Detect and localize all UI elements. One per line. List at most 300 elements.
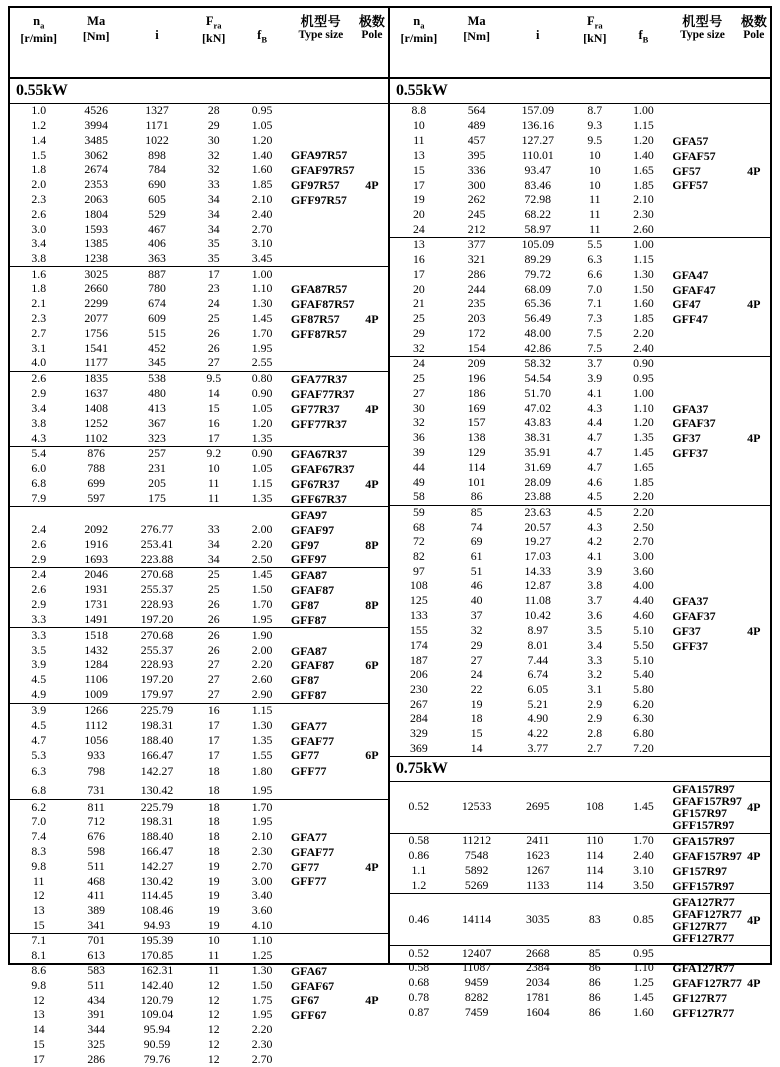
pole-cell-empty	[738, 564, 770, 579]
cell-value: 1916	[84, 536, 108, 551]
cell-value: 3.1	[587, 681, 603, 696]
table-row	[390, 849, 770, 864]
cell-value: 20	[412, 281, 425, 296]
table-row	[10, 1023, 388, 1038]
pole-cell-empty	[356, 119, 388, 134]
cell-value: 2.20	[251, 657, 273, 672]
table-row	[10, 446, 388, 461]
cell-value: 19	[189, 918, 238, 933]
cell-value: 3.2	[587, 667, 603, 682]
cell-value: 2.50	[238, 552, 286, 567]
cell-value: 34	[189, 552, 238, 567]
type-size-name: GFA77R37	[290, 372, 348, 387]
pole-cell-empty	[738, 741, 770, 756]
cell-value: 39	[412, 445, 425, 460]
type-size-name: GFA37	[672, 594, 709, 609]
table-row	[10, 733, 388, 748]
cell-value: 162.31	[140, 962, 174, 977]
type-size-cell-empty	[286, 237, 356, 252]
table-row	[10, 933, 388, 948]
table-row	[390, 104, 770, 119]
table-row	[10, 297, 388, 312]
cell-value: 108	[570, 781, 619, 833]
cell-value: 9.5	[587, 132, 603, 147]
cell-value: 255.37	[140, 642, 174, 657]
cell-value: 24	[390, 222, 448, 237]
cell-value: 6.30	[633, 711, 654, 726]
type-size-name: GFAF87	[290, 583, 335, 598]
cell-value: 4.00	[633, 578, 654, 593]
cell-value: 30	[207, 132, 220, 147]
type-size-label-en: Type size	[680, 29, 725, 42]
cell-value: 1.05	[251, 401, 273, 415]
cell-value: 0.90	[251, 446, 273, 461]
type-size-name: GF37	[672, 431, 701, 446]
table-row	[10, 193, 388, 208]
cell-value: 3062	[84, 147, 108, 162]
pole-cell-empty	[356, 446, 388, 461]
cell-value: 538	[148, 371, 166, 386]
cell-value: 15	[32, 1036, 45, 1051]
cell-value: 1.4	[31, 132, 47, 147]
cell-value: 12	[207, 1022, 220, 1037]
table-row	[390, 833, 770, 848]
type-size-name: GF87R57	[290, 312, 340, 327]
table-row	[10, 904, 388, 919]
cell-value: 1.10	[633, 960, 654, 975]
type-size-name: GFF37	[672, 446, 708, 461]
table-row	[10, 815, 388, 830]
table-row	[10, 703, 388, 718]
cell-value: 2.20	[633, 505, 654, 520]
cell-value: 1.75	[251, 992, 273, 1007]
table-row	[10, 748, 388, 763]
cell-value: 1.35	[238, 492, 286, 507]
pole-cell-empty	[356, 163, 388, 178]
table-row	[10, 537, 388, 552]
pole-cell-empty	[356, 800, 388, 815]
table-row	[10, 104, 388, 119]
header-subscript: B	[261, 34, 268, 45]
cell-value: 43.83	[524, 415, 552, 430]
pole-cell-empty	[738, 253, 770, 268]
cell-value: 26	[207, 340, 220, 355]
pole-cell-empty	[356, 718, 388, 733]
cell-value: 2.20	[251, 536, 273, 551]
cell-value: 1.50	[251, 582, 273, 597]
pole-cell-empty	[738, 461, 770, 476]
cell-value: 5269	[448, 878, 506, 893]
table-row	[10, 800, 388, 815]
type-size-name: GFF77	[290, 764, 327, 779]
cell-value: 344	[87, 1022, 106, 1037]
type-size-name: GFA57	[672, 133, 709, 148]
cell-value: 2674	[84, 162, 108, 177]
cell-value: 798	[87, 764, 106, 779]
type-size-cell-empty	[667, 520, 737, 535]
cell-value: 2.00	[251, 642, 273, 657]
cell-value: 7.9	[10, 492, 67, 507]
cell-value: 1.70	[251, 597, 273, 612]
cell-value: 245	[467, 206, 486, 221]
cell-value: 3.0	[31, 221, 47, 236]
cell-value: 4.9	[10, 688, 67, 703]
cell-value: 325	[87, 1036, 106, 1051]
table-row	[390, 297, 770, 312]
table-row	[390, 401, 770, 416]
pole-label-en: Pole	[361, 29, 383, 42]
table-row	[390, 594, 770, 609]
table-row	[390, 178, 770, 193]
pole-cell-empty	[356, 356, 388, 371]
type-size-name: GFAF127R77	[672, 976, 742, 991]
type-size-name: GFAF37	[672, 416, 716, 431]
pole-cell-empty	[356, 673, 388, 688]
cell-value: 1.5	[31, 147, 47, 162]
cell-value: 86	[588, 975, 601, 990]
pole-cell-empty	[738, 668, 770, 683]
type-size-label-en: Type size	[298, 29, 344, 42]
cell-value: 369	[390, 741, 448, 756]
cell-value: 58.97	[506, 222, 571, 237]
pole-cell: 4P	[365, 993, 379, 1008]
cell-value: 2411	[526, 833, 550, 848]
type-size-cell-empty	[667, 550, 737, 565]
cell-value: 1.15	[633, 118, 654, 133]
cell-value: 72	[412, 534, 425, 549]
cell-value: 8.6	[31, 962, 47, 977]
pole-cell-empty	[356, 237, 388, 252]
cell-value: 5.21	[527, 696, 549, 711]
cell-value: 110.01	[521, 147, 554, 162]
column-header-i	[506, 8, 571, 78]
cell-value: 1.95	[238, 613, 286, 628]
table-row	[10, 658, 388, 673]
cell-value: 166.47	[140, 747, 174, 762]
cell-value: 89.29	[524, 251, 552, 266]
table-row	[390, 357, 770, 372]
table-row	[10, 567, 388, 582]
table-frame	[8, 6, 772, 1066]
cell-value: 175	[125, 492, 189, 507]
type-size-name: GFA77	[290, 829, 327, 844]
type-size-cell-empty	[667, 104, 737, 119]
cell-value: 29	[207, 118, 220, 133]
cell-value: 34	[207, 221, 220, 236]
type-size-name: GFAF127R77	[672, 906, 742, 921]
table-row	[390, 535, 770, 550]
column-header-na	[10, 8, 67, 78]
pole-cell: 4P	[747, 849, 761, 863]
cell-value: 11	[189, 492, 238, 507]
cell-value: 244	[467, 281, 486, 296]
table-row	[10, 148, 388, 163]
cell-value: 1.30	[251, 962, 273, 977]
cell-value: 1.6	[31, 266, 47, 281]
cell-value: 83	[570, 894, 619, 946]
cell-value: 24	[470, 667, 483, 682]
cell-value: 26	[207, 326, 220, 341]
cell-value: 0.78	[408, 990, 430, 1005]
pole-cell-empty	[356, 1008, 388, 1023]
cell-value: 58.32	[524, 356, 552, 371]
right-spec-table	[390, 8, 770, 1020]
table-row	[10, 1037, 388, 1052]
pole-cell-empty	[738, 638, 770, 653]
cell-value: 511	[87, 977, 105, 992]
pole-cell-empty	[356, 933, 388, 948]
cell-value: 1.45	[619, 781, 667, 833]
cell-value: 2.30	[251, 843, 273, 858]
header-unit: [kN]	[202, 30, 226, 45]
cell-value: 32	[207, 162, 220, 177]
cell-value: 1693	[67, 552, 124, 567]
type-size-name: GFF77R37	[290, 416, 347, 431]
cell-value: 223.88	[125, 552, 189, 567]
header-symbol: $f_B$	[638, 28, 649, 45]
cell-value: 511	[87, 858, 105, 873]
cell-value: 5.5	[587, 237, 603, 252]
cell-value: 169	[467, 400, 486, 415]
cell-value: 389	[87, 903, 106, 918]
cell-value: 1.40	[251, 147, 273, 162]
type-size-name: GFA87	[290, 568, 327, 583]
cell-value: 114	[570, 878, 619, 893]
cell-value: 1.30	[633, 266, 654, 281]
cell-value: 12	[207, 977, 220, 992]
type-size-name: GF87	[290, 598, 320, 613]
cell-value: 14	[32, 1022, 45, 1037]
table-row	[10, 889, 388, 904]
type-size-name: GFA157R97	[672, 782, 735, 797]
cell-value: 597	[67, 492, 124, 507]
cell-value: 142.40	[140, 977, 174, 992]
type-size-cell-empty	[667, 668, 737, 683]
table-row	[390, 505, 770, 520]
table-row	[390, 475, 770, 490]
cell-value: 2.30	[633, 206, 654, 221]
cell-value: 6.20	[633, 696, 654, 711]
type-size-cell-empty	[286, 208, 356, 223]
cell-value: 0.95	[251, 103, 273, 118]
cell-value: 27	[207, 657, 220, 672]
cell-value: 228.93	[140, 597, 174, 612]
cell-value: 34	[207, 192, 220, 207]
type-size-name: GFAF67	[290, 978, 335, 993]
cell-value: 85	[588, 945, 601, 960]
cell-value: 5.3	[31, 747, 47, 762]
cell-value: 197.20	[140, 672, 174, 687]
cell-value: 1327	[145, 103, 169, 118]
table-row	[390, 682, 770, 697]
type-size-name: GFAF87R57	[290, 297, 355, 312]
cell-value: 3.00	[633, 549, 654, 564]
cell-value: 3.60	[251, 903, 273, 918]
cell-value: 1.15	[251, 476, 273, 491]
column-header-ma	[448, 8, 506, 78]
cell-value: 16	[207, 415, 220, 430]
type-size-cell-empty	[667, 726, 737, 741]
cell-value: 1.90	[251, 627, 273, 642]
table-row	[390, 327, 770, 342]
type-size-cell-empty	[286, 133, 356, 148]
pole-cell-empty	[738, 104, 770, 119]
pole-cell: 4P	[365, 477, 379, 492]
type-size-name: GFAF77	[290, 844, 335, 859]
cell-value: 3.9	[587, 563, 603, 578]
cell-value: 411	[87, 888, 105, 903]
cell-value: 51.70	[524, 385, 552, 400]
cell-value: 101	[467, 474, 486, 489]
cell-value: 1.15	[251, 703, 273, 717]
cell-value: 515	[148, 326, 166, 341]
cell-value: 876	[87, 446, 106, 461]
cell-value	[238, 507, 286, 522]
pole-cell-empty	[356, 904, 388, 919]
cell-value: 257	[148, 446, 166, 461]
type-size-cell-empty	[286, 356, 356, 371]
type-size-name: GFF57	[672, 178, 708, 193]
cell-value: 11	[208, 948, 220, 963]
cell-value: 2.0	[31, 177, 47, 192]
pole-cell-empty	[356, 462, 388, 477]
column-header-fb	[238, 8, 286, 78]
cell-value: 11	[208, 962, 220, 977]
cell-value: 2.60	[251, 672, 273, 687]
cell-value: 4.5	[587, 505, 603, 520]
cell-value: 35	[189, 252, 238, 267]
cell-value: 1.20	[633, 415, 654, 430]
pole-cell-empty	[738, 401, 770, 416]
pole-cell: 4P	[738, 781, 770, 833]
pole-cell-empty	[356, 341, 388, 356]
type-size-cell-empty	[286, 267, 356, 282]
cell-value: 19	[207, 873, 220, 888]
cell-value: 17	[207, 747, 220, 762]
column-header-fb	[619, 8, 667, 78]
cell-value: 25	[207, 582, 220, 597]
pole-cell: 4P	[365, 178, 379, 193]
table-row	[10, 477, 388, 492]
type-size-cell-empty	[667, 579, 737, 594]
type-size-name: GFF97	[286, 552, 356, 567]
cell-value: 3.5	[587, 622, 603, 637]
cell-value: 56.49	[524, 311, 552, 326]
cell-value: 3.3	[31, 627, 47, 642]
table-row	[10, 222, 388, 237]
cell-value: 8.1	[31, 948, 47, 963]
cell-value: 79.76	[143, 1051, 171, 1066]
column-header-type-size	[667, 8, 737, 78]
cell-value: 377	[467, 237, 486, 252]
cell-value: 2.20	[619, 490, 667, 505]
cell-value: 7.5	[570, 341, 619, 356]
type-size-name: GFAF77	[290, 733, 335, 748]
pole-cell-empty	[356, 567, 388, 582]
type-size-cell-empty	[667, 697, 737, 712]
pole-cell-empty	[356, 431, 388, 446]
pole-label-cjk: 极数	[740, 14, 767, 29]
cell-value: 85	[470, 505, 483, 520]
pole-cell-empty	[738, 579, 770, 594]
left-panel	[10, 8, 390, 1066]
type-size-cell-empty	[667, 372, 737, 387]
cell-value: 1.40	[633, 147, 654, 162]
cell-value: 2.6	[31, 582, 47, 597]
type-size-name: GF157R97	[672, 806, 727, 821]
cell-value: 9.5	[206, 371, 222, 386]
cell-value: 5.40	[633, 667, 654, 682]
pole-cell-empty	[356, 552, 388, 567]
cell-value: 2.7	[570, 741, 619, 756]
cell-value: 2077	[84, 311, 108, 326]
cell-value: 14	[207, 386, 220, 401]
table-row	[10, 312, 388, 327]
header-symbol: Ma	[87, 14, 106, 28]
cell-value: 598	[87, 843, 106, 858]
type-size-name: GF127R77	[672, 918, 727, 933]
cell-value: 86	[588, 960, 601, 975]
cell-value: 11	[208, 476, 220, 491]
cell-value: 11	[570, 222, 619, 237]
table-row	[10, 643, 388, 658]
cell-value: 12	[32, 888, 45, 903]
cell-value: 329	[410, 725, 428, 740]
cell-value: 33	[207, 521, 220, 536]
cell-value	[67, 507, 124, 522]
cell-value: 94.93	[125, 918, 189, 933]
cell-value: 1.05	[251, 118, 273, 133]
cell-value: 2.1	[31, 296, 47, 311]
cell-value: 345	[125, 356, 189, 371]
cell-value: 17.03	[524, 549, 552, 564]
cell-value: 2695	[506, 781, 571, 833]
cell-value: 529	[148, 206, 166, 221]
cell-value: 489	[467, 118, 486, 133]
cell-value: 0.80	[251, 371, 273, 386]
cell-value: 29	[412, 326, 425, 341]
power-rating-label: 0.55kW	[390, 78, 770, 104]
table-row	[10, 673, 388, 688]
cell-value: 209	[467, 356, 486, 371]
pole-cell: 4P	[747, 163, 761, 178]
table-row	[390, 894, 770, 946]
table-row	[10, 583, 388, 598]
type-size-name: GFA77	[290, 718, 327, 733]
column-header-i	[125, 8, 189, 78]
power-rating-row	[390, 756, 770, 781]
cell-value: 16	[207, 703, 220, 717]
table-row	[10, 133, 388, 148]
pole-cell-empty	[356, 133, 388, 148]
cell-value: 363	[125, 252, 189, 267]
type-size-cell-empty	[667, 237, 737, 252]
cell-value: 0.86	[408, 848, 430, 863]
cell-value: 19	[207, 888, 220, 903]
cell-value: 1252	[84, 415, 108, 430]
cell-value: 154	[448, 341, 506, 356]
cell-value: 6.8	[10, 781, 67, 799]
type-size-name: GFAF77R37	[290, 387, 355, 402]
header-unit: [Nm]	[82, 28, 110, 43]
type-size-cell-empty	[286, 949, 356, 964]
cell-value: 1.35	[238, 431, 286, 446]
cell-value: 811	[87, 799, 105, 814]
cell-value: 3.40	[251, 888, 273, 903]
cell-value: 23.88	[506, 490, 571, 505]
table-row	[10, 859, 388, 874]
cell-value: 35	[207, 236, 220, 251]
